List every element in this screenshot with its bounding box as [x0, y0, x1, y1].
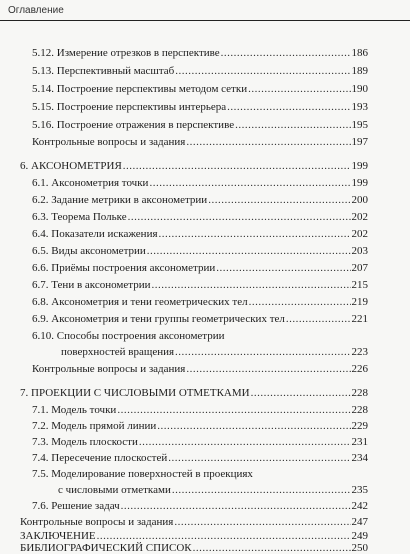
- toc-entry-page: 219: [351, 296, 368, 308]
- dot-leader: [157, 420, 350, 432]
- toc-entry-title: Задание метрики в аксонометрии: [51, 194, 208, 206]
- toc-entry[interactable]: [32, 47, 368, 59]
- toc-entry[interactable]: [20, 516, 368, 528]
- dot-leader: [159, 228, 351, 240]
- dot-leader: [249, 296, 351, 308]
- toc-entry-title: Модель плоскости: [51, 436, 138, 448]
- toc-entry-continuation[interactable]: [61, 346, 368, 358]
- toc-entry-number: 7.1.: [32, 404, 49, 416]
- toc-entry[interactable]: [32, 228, 368, 240]
- toc-entry-continuation[interactable]: [58, 484, 368, 496]
- toc-entry-page: 250: [351, 542, 368, 554]
- dot-leader: [117, 404, 350, 416]
- dot-leader: [193, 542, 351, 554]
- toc-entry[interactable]: [32, 330, 368, 342]
- toc-entry-number: 5.15.: [32, 101, 54, 113]
- toc-entry-number: 6.2.: [32, 194, 49, 206]
- toc-entry-page: 190: [351, 83, 368, 95]
- dot-leader: [128, 211, 351, 223]
- toc-entry-title: Построение отражения в перспективе: [56, 119, 235, 131]
- toc-entry-title: АКСОНОМЕТРИЯ: [31, 160, 122, 172]
- toc-entry-number: 6.7.: [32, 279, 49, 291]
- toc-entry-number: 7.6.: [32, 500, 49, 512]
- toc-entry[interactable]: [32, 279, 368, 291]
- toc-entry-page: 195: [351, 119, 368, 131]
- toc-entry-title: Аксонометрия и тени группы геометрических тел: [51, 313, 285, 325]
- toc-entry-title: Модель точки: [51, 404, 117, 416]
- toc-entry[interactable]: [32, 177, 368, 189]
- toc-entry-page: 207: [351, 262, 368, 274]
- toc-entry-number: 5.12.: [32, 47, 54, 59]
- toc-entry-title: Способы построения аксонометрии: [56, 330, 225, 342]
- toc-entry[interactable]: [32, 245, 368, 257]
- toc-entry-page: 234: [351, 452, 368, 464]
- toc-entry[interactable]: [32, 262, 368, 274]
- toc-entry-title: Перспективный масштаб: [56, 65, 175, 77]
- dot-leader: [221, 47, 351, 59]
- dot-leader: [151, 279, 350, 291]
- toc-entry-page: 235: [351, 484, 368, 496]
- toc-entry-page: 247: [351, 516, 368, 528]
- toc-entry[interactable]: [32, 500, 368, 512]
- toc-entry-title: Моделирование поверхностей в проекциях: [51, 468, 253, 480]
- dot-leader: [149, 177, 350, 189]
- toc-entry-number: 6.4.: [32, 228, 49, 240]
- toc-entry-page: 226: [351, 363, 368, 375]
- toc-entry-page: 229: [351, 420, 368, 432]
- toc-entry-title: Теорема Польке: [51, 211, 127, 223]
- dot-leader: [147, 245, 351, 257]
- toc-entry-page: 228: [351, 387, 368, 399]
- toc-entry-page: 202: [351, 211, 368, 223]
- toc-entry[interactable]: [32, 194, 368, 206]
- dot-leader: [168, 452, 350, 464]
- toc-entry-page: 197: [351, 136, 368, 148]
- toc-entry[interactable]: [32, 436, 368, 448]
- toc-entry-page: 189: [351, 65, 368, 77]
- toc-entry-title: Показатели искажения: [51, 228, 158, 240]
- toc-entry-title: Построение перспективы методом сетки: [56, 83, 248, 95]
- toc-entry-page: 203: [351, 245, 368, 257]
- toc-entry-page: 186: [351, 47, 368, 59]
- dot-leader: [139, 436, 351, 448]
- toc-entry-title: Контрольные вопросы и задания: [32, 136, 186, 148]
- toc-entry-title: Пересечение плоскостей: [51, 452, 168, 464]
- toc-entry-title: Измерение отрезков в перспективе: [56, 47, 220, 59]
- toc-entry-page: 221: [351, 313, 368, 325]
- toc-entry-number: 6.10.: [32, 330, 54, 342]
- toc-conclusion[interactable]: [20, 530, 368, 542]
- toc-entry-page: 200: [351, 194, 368, 206]
- toc-entry-title: Аксонометрия и тени геометрических тел: [51, 296, 248, 308]
- toc-entry[interactable]: [32, 83, 368, 95]
- toc-entry-number: 7.4.: [32, 452, 49, 464]
- toc-chapter[interactable]: [20, 160, 368, 172]
- toc-entry-number: 7.2.: [32, 420, 49, 432]
- toc-entry-page: 193: [351, 101, 368, 113]
- dot-leader: [216, 262, 350, 274]
- toc-entry-number: 6.3.: [32, 211, 49, 223]
- toc-entry[interactable]: [32, 101, 368, 113]
- toc-entry-page: 199: [351, 160, 368, 172]
- toc-entry[interactable]: [32, 136, 368, 148]
- toc-entry-title: ПРОЕКЦИИ С ЧИСЛОВЫМИ ОТМЕТКАМИ: [31, 387, 250, 399]
- toc-entry-title: Аксонометрия точки: [51, 177, 149, 189]
- dot-leader: [286, 313, 351, 325]
- dot-leader: [175, 65, 350, 77]
- toc-entry-title: БИБЛИОГРАФИЧЕСКИЙ СПИСОК: [20, 542, 192, 554]
- dot-leader: [248, 83, 350, 95]
- toc-entry-title: с числовыми отметками: [58, 484, 171, 496]
- toc-entry[interactable]: [32, 65, 368, 77]
- toc-entry-page: 223: [351, 346, 368, 358]
- toc-entry[interactable]: [32, 452, 368, 464]
- toc-entry-number: 7.5.: [32, 468, 49, 480]
- toc-entry-title: Тени в аксонометрии: [51, 279, 151, 291]
- toc-entry-title: поверхностей вращения: [61, 346, 175, 358]
- dot-leader: [186, 136, 350, 148]
- toc-entry[interactable]: [32, 404, 368, 416]
- toc-entry[interactable]: [32, 420, 368, 432]
- toc-entry-page: 199: [351, 177, 368, 189]
- toc-entry[interactable]: [32, 363, 368, 375]
- toc-entry-title: Построение перспективы интерьера: [56, 101, 227, 113]
- toc-entry-title: Виды аксонометрии: [51, 245, 146, 257]
- dot-leader: [174, 516, 350, 528]
- toc-entry-page: 242: [351, 500, 368, 512]
- toc-entry-title: Модель прямой линии: [51, 420, 157, 432]
- dot-leader: [235, 119, 350, 131]
- toc-entry-number: 6.9.: [32, 313, 49, 325]
- toc-entry-page: 215: [351, 279, 368, 291]
- dot-leader: [208, 194, 350, 206]
- toc-entry-number: 6.5.: [32, 245, 49, 257]
- toc-entry-number: 7.: [20, 387, 29, 399]
- dot-leader: [172, 484, 351, 496]
- toc-entry-title: Контрольные вопросы и задания: [20, 516, 174, 528]
- toc-entry-title: Решение задач: [51, 500, 120, 512]
- toc-entry-title: Контрольные вопросы и задания: [32, 363, 186, 375]
- toc-entry-number: 5.14.: [32, 83, 54, 95]
- page-header-title: Оглавление: [8, 5, 64, 16]
- dot-leader: [227, 101, 350, 113]
- toc-entry-page: 231: [351, 436, 368, 448]
- toc-entry[interactable]: [32, 468, 368, 480]
- toc-entry-page: 202: [351, 228, 368, 240]
- toc-entry-number: 6.6.: [32, 262, 49, 274]
- toc-entry[interactable]: [32, 211, 368, 223]
- dot-leader: [251, 387, 351, 399]
- toc-entry-number: 6.8.: [32, 296, 49, 308]
- toc-entry-number: 5.16.: [32, 119, 54, 131]
- dot-leader: [186, 363, 350, 375]
- toc-bibliography[interactable]: [20, 542, 368, 554]
- toc-entry-number: 6.1.: [32, 177, 49, 189]
- toc-entry-number: 5.13.: [32, 65, 54, 77]
- dot-leader: [97, 530, 351, 542]
- dot-leader: [175, 346, 350, 358]
- toc-entry-page: 228: [351, 404, 368, 416]
- toc-entry-number: 6.: [20, 160, 29, 172]
- toc-chapter[interactable]: [20, 387, 368, 399]
- dot-leader: [123, 160, 351, 172]
- toc-entry-number: 7.3.: [32, 436, 49, 448]
- toc-entry-page: 249: [351, 530, 368, 542]
- toc-entry[interactable]: [32, 119, 368, 131]
- toc-entry[interactable]: [32, 296, 368, 308]
- toc-entry-title: ЗАКЛЮЧЕНИЕ: [20, 530, 96, 542]
- toc-entry[interactable]: [32, 313, 368, 325]
- toc-entry-title: Приёмы построения аксонометрии: [51, 262, 216, 274]
- dot-leader: [121, 500, 351, 512]
